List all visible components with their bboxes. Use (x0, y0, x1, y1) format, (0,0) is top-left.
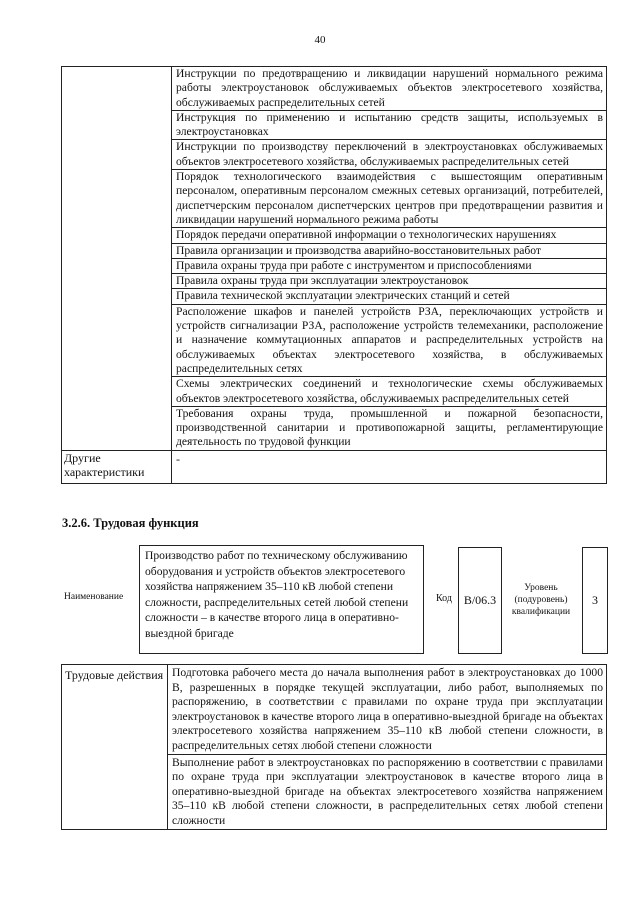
name-label: Наименование (64, 592, 124, 602)
knowledge-item: Инструкции по предотвращению и ликвидации нарушений нормального режима работы электроустановок обслуживаемых объектов электросетевого хозяйства, обслуживаемых распределительных сетей (172, 67, 607, 111)
table-row (62, 665, 607, 755)
qualification-level-box: 3 (582, 547, 608, 654)
knowledge-label-cell (62, 67, 172, 451)
knowledge-item: Правила организации и производства аварийно-восстановительных работ (172, 243, 607, 258)
labor-actions-label: Трудовые действия (62, 665, 168, 830)
code-label: Код (436, 593, 452, 604)
knowledge-item: Порядок передачи оперативной информации о технологических нарушениях (172, 228, 607, 243)
knowledge-item: Правила охраны труда при работе с инструментом и приспособлениями (172, 258, 607, 273)
knowledge-item: Расположение шкафов и панелей устройств РЗА, переключающих устройств и устройств сигнализации РЗА, расположение устройств телемеханики, расположение и назначение коммутационных аппаратов и распределительных устройств на обслуживаемых объектах электросетевого хозяйства, в обслуживаемых распределительных сетях (172, 304, 607, 376)
code-box: B/06.3 (458, 547, 502, 654)
knowledge-item: Правила охраны труда при эксплуатации электроустановок (172, 274, 607, 289)
knowledge-item: Порядок технологического взаимодействия с вышестоящим оперативным персоналом, оперативным персоналом смежных сетевых организаций, потребителей, диспетчерским персоналом диспетчерских центров при предотвращении развития и ликвидации нарушений нормального режима работы (172, 170, 607, 228)
section-heading: 3.2.6. Трудовая функция (62, 516, 199, 530)
knowledge-table (61, 66, 607, 484)
table-row (62, 67, 607, 111)
labor-action-item: Подготовка рабочего места до начала выполнения работ в электроустановках до 1000 В, разрешенных в порядке текущей эксплуатации, либо работ, выполняемых по распоряжению, в соответствии с правилами по охране труда при эксплуатации электроустановок в качестве второго лица в оперативно-выездной бригаде на объектах электросетевого хозяйства напряжением 35–110 кВ любой степени сложности, в распределительных сетях любой степени сложности (168, 665, 607, 755)
qualification-level-label: Уровень (подуровень) квалификации (511, 583, 571, 617)
knowledge-item: Инструкции по производству переключений в электроустановках обслуживаемых объектов электросетевого хозяйства, обслуживаемых распределительных сетей (172, 140, 607, 170)
other-characteristics-row (62, 450, 607, 483)
labor-action-item: Выполнение работ в электроустановках по распоряжению в соответствии с правилами по охране труда при эксплуатации электроустановок в качестве второго лица в оперативно-выездной бригаде на объектах электросетевого хозяйства напряжением 35–110 кВ любой степени сложности, в распределительных сетях любой степени сложности (168, 754, 607, 829)
knowledge-item: Инструкция по применению и испытанию средств защиты, используемых в электроустановках (172, 110, 607, 140)
knowledge-item: Требования охраны труда, промышленной и пожарной безопасности, производственной санитарии и противопожарной защиты, регламентирующие деятельность по трудовой функции (172, 406, 607, 450)
knowledge-item: Правила технической эксплуатации электрических станций и сетей (172, 289, 607, 304)
page-number: 40 (314, 34, 326, 46)
other-characteristics-label: Другие характеристики (62, 450, 172, 483)
function-name-box: Производство работ по техническому обслуживанию оборудования и устройств объектов электросетевого хозяйства напряжением 35–110 кВ любой степени сложности, распределительных сетей любой степени сложности – в качестве второго лица в оперативно-выездной бригаде (139, 545, 424, 654)
other-characteristics-value: - (172, 450, 607, 483)
labor-actions-table (61, 664, 607, 830)
knowledge-item: Схемы электрических соединений и технологические схемы обслуживаемых объектов электросетевого хозяйства, обслуживаемых распределительных сетей (172, 377, 607, 407)
